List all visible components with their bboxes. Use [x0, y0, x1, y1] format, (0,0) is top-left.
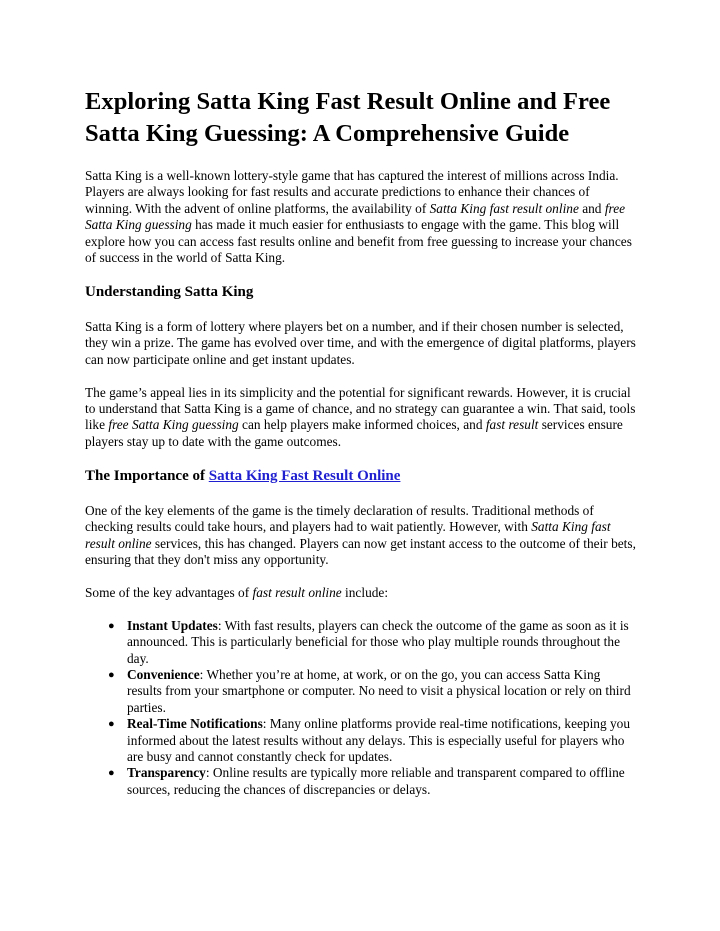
importance-text-2: services, this has changed. Players can now get instant access to the outcome of their bets, ensuring that they don't miss any opportunity. — [85, 535, 636, 567]
list-item-label: Transparency — [127, 765, 206, 781]
understanding-text-2: can help players make informed choices, and — [238, 417, 486, 433]
importance-text-4: include: — [341, 584, 389, 600]
satta-king-fast-result-link[interactable]: Satta King Fast Result Online — [208, 467, 401, 484]
importance-emphasis-2: fast result online — [252, 584, 342, 600]
understanding-paragraph-2 — [85, 385, 636, 451]
intro-paragraph — [85, 168, 636, 266]
list-item-text: : Many online platforms provide real-time notifications, keeping you informed about the latest results without any delays. This is especially useful for players who are busy and cannot constantly check for updates. — [127, 716, 630, 765]
intro-text-1: Satta King is a well-known lottery-style game that has captured the interest of millions across India. Players are always looking for fast results and accurate predictions to enhance their chances of winning. With the advent of online platforms, the availability of — [85, 168, 619, 216]
list-item-text: : With fast results, players can check the outcome of the game as soon as it is announced. This is particularly beneficial for those who play multiple rounds throughout the day. — [127, 617, 629, 666]
list-item — [108, 667, 636, 716]
bullet-icon: ● — [108, 718, 115, 731]
understanding-text-3: services ensure players stay up to date with the game outcomes. — [85, 417, 623, 449]
page-title: Exploring Satta King Fast Result Online and Free Satta King Guessing: A Comprehensive Guide — [85, 88, 611, 147]
bullet-icon: ● — [108, 619, 115, 632]
advantages-list — [85, 618, 636, 798]
importance-paragraph-2 — [85, 585, 636, 601]
section-heading-understanding: Understanding Satta King — [85, 283, 254, 300]
bullet-icon: ● — [108, 767, 115, 780]
importance-heading-prefix: The Importance of — [85, 467, 209, 484]
importance-text-3: Some of the key advantages of — [85, 584, 253, 600]
list-item-text: : Whether you’re at home, at work, or on the go, you can access Satta King results from your smartphone or computer. No need to visit a physical location or rely on third parties. — [127, 667, 631, 715]
understanding-text-1: The game’s appeal lies in its simplicity and the potential for significant rewards. However, it is crucial to understand that Satta King is a game of chance, and no strategy can guarantee a win. That said, tools like — [85, 384, 636, 433]
understanding-paragraph-1: Satta King is a form of lottery where players bet on a number, and if their chosen number is selected, they win a prize. The game has evolved over time, and with the emergence of digital platforms, players can now participate online and get instant updates. — [85, 318, 636, 367]
understanding-emphasis-2: fast result — [485, 417, 539, 433]
section-heading-importance — [85, 467, 636, 485]
list-item-label: Convenience — [127, 667, 200, 683]
list-item — [108, 617, 636, 667]
list-item — [108, 765, 636, 798]
importance-text-1: One of the key elements of the game is the timely declaration of results. Traditional methods of checking results could take hours, and players had to wait patiently. However, with — [85, 502, 594, 535]
list-item — [108, 716, 636, 765]
intro-emphasis-2: free Satta King guessing — [85, 200, 626, 233]
intro-emphasis-1: Satta King fast result online — [429, 200, 579, 216]
intro-text-3: has made it much easier for enthusiasts to engage with the game. This blog will explore how you can access fast results online and benefit from free guessing to increase your chances of success in the world of Satta King. — [85, 217, 632, 266]
bullet-icon: ● — [108, 669, 115, 682]
understanding-emphasis-1: free Satta King guessing — [108, 417, 239, 433]
list-item-label: Real-Time Notifications — [127, 716, 263, 732]
importance-paragraph-1 — [85, 503, 636, 569]
importance-emphasis-1: Satta King fast result online — [85, 519, 611, 551]
list-item-label: Instant Updates — [127, 617, 218, 633]
intro-text-2: and — [578, 200, 605, 216]
list-item-text: : Online results are typically more reliable and transparent compared to offline sources, reducing the chances of discrepancies or delays. — [127, 765, 625, 797]
